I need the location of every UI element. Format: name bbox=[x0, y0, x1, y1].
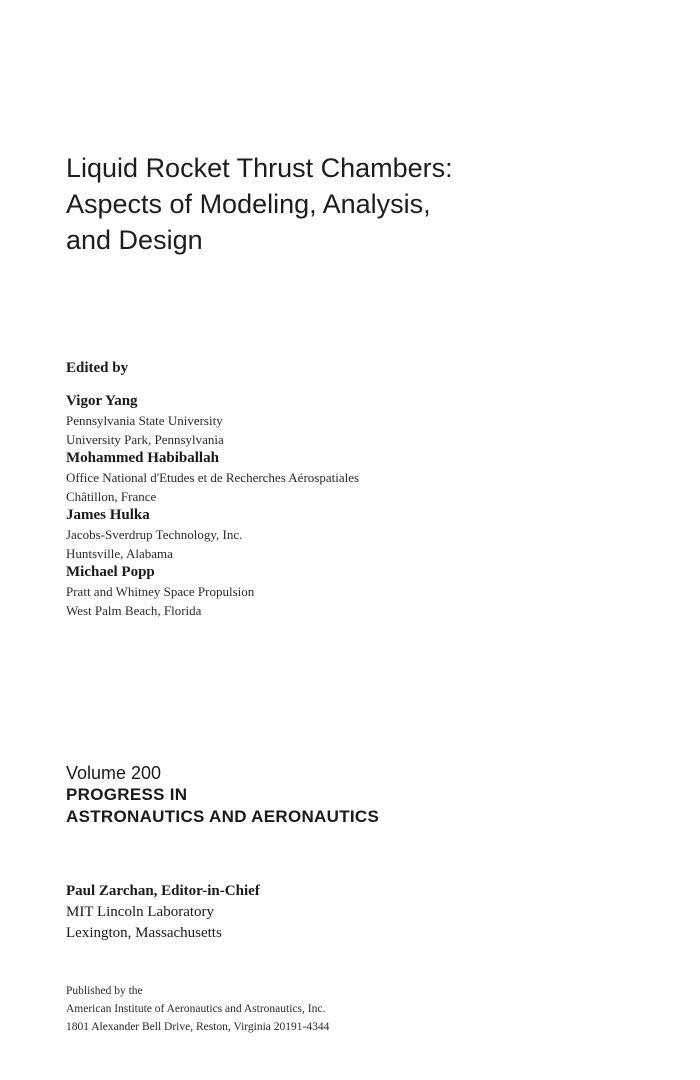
editor-affiliation: Pennsylvania State University bbox=[66, 413, 223, 428]
title-line-1: Liquid Rocket Thrust Chambers: bbox=[66, 153, 453, 183]
editor-name: Mohammed Habiballah bbox=[66, 450, 219, 466]
editor-entry bbox=[66, 449, 626, 506]
editor-location: West Palm Beach, Florida bbox=[66, 603, 202, 618]
series-title-line-1: PROGRESS IN bbox=[66, 785, 188, 804]
published-by-label: Published by the bbox=[66, 985, 143, 997]
editor-affiliation: Office National d'Etudes et de Recherches Aérospatiales bbox=[66, 470, 360, 485]
editor-affiliation: Jacobs-Sverdrup Technology, Inc. bbox=[66, 527, 243, 542]
editor-entry bbox=[66, 506, 626, 563]
series-section bbox=[66, 762, 666, 828]
editor-location: Châtillon, France bbox=[66, 489, 157, 504]
book-title bbox=[66, 150, 666, 258]
publisher-address: 1801 Alexander Bell Drive, Reston, Virginia 20191-4344 bbox=[66, 1021, 330, 1033]
volume-number: Volume 200 bbox=[66, 763, 162, 783]
editors-section bbox=[66, 358, 626, 620]
editor-in-chief-name: Paul Zarchan, Editor-in-Chief bbox=[66, 883, 260, 899]
editor-location: University Park, Pennsylvania bbox=[66, 432, 224, 447]
editor-entry bbox=[66, 563, 626, 620]
publisher-name: American Institute of Aeronautics and Astronautics, Inc. bbox=[66, 1003, 326, 1015]
editor-affiliation: Pratt and Whitney Space Propulsion bbox=[66, 584, 255, 599]
publisher-section bbox=[66, 982, 666, 1036]
editor-in-chief-location: Lexington, Massachusetts bbox=[66, 925, 222, 941]
title-line-3: and Design bbox=[66, 225, 203, 255]
editor-in-chief-section bbox=[66, 880, 626, 944]
editor-name: Vigor Yang bbox=[66, 393, 138, 409]
editor-name: James Hulka bbox=[66, 507, 150, 523]
editor-entry bbox=[66, 392, 626, 449]
editor-in-chief-affiliation: MIT Lincoln Laboratory bbox=[66, 904, 215, 920]
editor-name: Michael Popp bbox=[66, 564, 155, 580]
title-line-2: Aspects of Modeling, Analysis, bbox=[66, 189, 431, 219]
series-title-line-2: ASTRONAUTICS AND AERONAUTICS bbox=[66, 807, 380, 826]
editor-location: Huntsville, Alabama bbox=[66, 546, 173, 561]
edited-by-label: Edited by bbox=[66, 360, 129, 376]
